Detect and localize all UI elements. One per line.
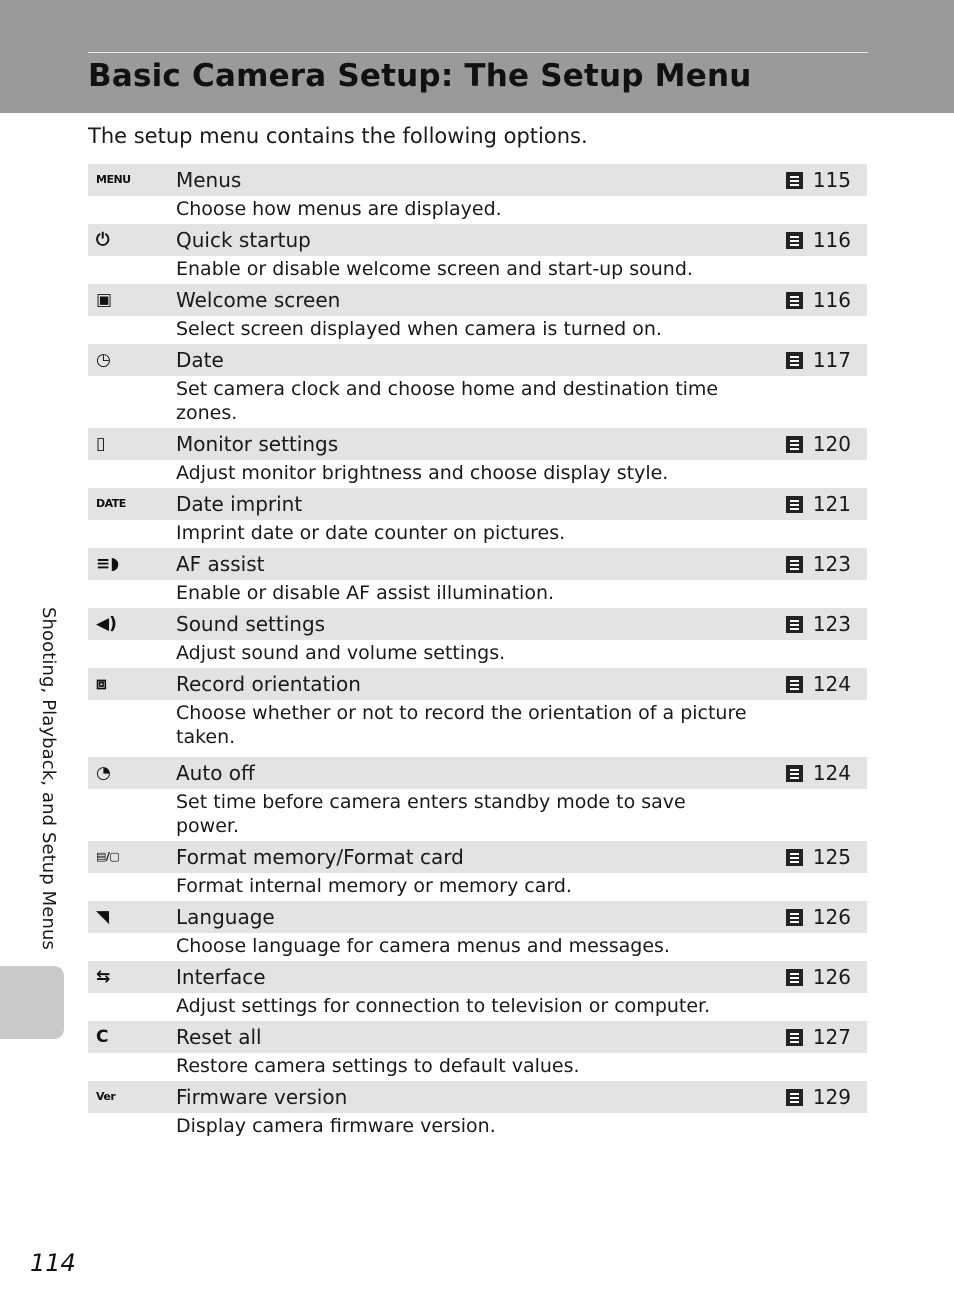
menu-item-icon: ⇆ bbox=[96, 967, 111, 987]
menu-item-page-number: 126 bbox=[812, 965, 851, 989]
menu-item-row bbox=[88, 608, 867, 640]
menu-item-page-ref bbox=[786, 668, 851, 700]
page-reference-icon bbox=[786, 849, 803, 866]
menu-item-description: Format internal memory or memory card. bbox=[176, 875, 572, 897]
page-number: 114 bbox=[30, 1249, 76, 1277]
page-reference-icon bbox=[786, 909, 803, 926]
menu-item-name: Monitor settings bbox=[176, 432, 339, 456]
menu-item-row bbox=[88, 1021, 867, 1053]
menu-item-description: Adjust monitor brightness and choose display style. bbox=[176, 462, 669, 484]
menu-item-name: Record orientation bbox=[176, 672, 361, 696]
menu-item-row bbox=[88, 344, 867, 376]
menu-item-row bbox=[88, 1081, 867, 1113]
menu-item-name: Sound settings bbox=[176, 612, 326, 636]
menu-item-icon: ▯ bbox=[96, 434, 106, 454]
page-reference-icon bbox=[786, 292, 803, 309]
menu-item-name: Date bbox=[176, 348, 224, 372]
side-label: Shooting, Playback, and Setup Menus bbox=[38, 607, 59, 950]
page-reference-icon bbox=[786, 1029, 803, 1046]
menu-item-row bbox=[88, 488, 867, 520]
menu-item-page-number: 123 bbox=[812, 552, 851, 576]
menu-item-page-number: 129 bbox=[812, 1085, 851, 1109]
menu-item-icon: DATE bbox=[96, 497, 126, 510]
menu-item-name: Date imprint bbox=[176, 492, 303, 516]
menu-item-page-ref bbox=[786, 548, 851, 580]
menu-item-page-ref bbox=[786, 488, 851, 520]
menu-item-page-number: 127 bbox=[812, 1025, 851, 1049]
menu-item-page-ref bbox=[786, 284, 851, 316]
menu-item-name: Interface bbox=[176, 965, 266, 989]
menu-item-name: Menus bbox=[176, 168, 242, 192]
menu-item-icon: Ver bbox=[96, 1090, 116, 1103]
side-label-container bbox=[38, 607, 60, 952]
menu-item-row bbox=[88, 668, 867, 700]
menu-item-page-number: 121 bbox=[812, 492, 851, 516]
menu-item-page-number: 116 bbox=[812, 288, 851, 312]
menu-item-description: Choose whether or not to record the orientation of a picture taken. bbox=[176, 702, 747, 748]
menu-item-page-ref bbox=[786, 164, 851, 196]
page-reference-icon bbox=[786, 232, 803, 249]
menu-item-name: Firmware version bbox=[176, 1085, 348, 1109]
menu-item-page-number: 120 bbox=[812, 432, 851, 456]
menu-item-page-number: 117 bbox=[812, 348, 851, 372]
menu-item-description: Enable or disable welcome screen and start-up sound. bbox=[176, 258, 693, 280]
page-reference-icon bbox=[786, 765, 803, 782]
setup-menu-table bbox=[88, 164, 867, 1141]
menu-item-page-ref bbox=[786, 608, 851, 640]
menu-item-description: Adjust settings for connection to television or computer. bbox=[176, 995, 711, 1017]
menu-item-name: Quick startup bbox=[176, 228, 311, 252]
menu-item-row bbox=[88, 164, 867, 196]
menu-item-name: Format memory/Format card bbox=[176, 845, 464, 869]
menu-item-page-number: 125 bbox=[812, 845, 851, 869]
menu-item-icon: C bbox=[96, 1027, 109, 1047]
menu-item-page-ref bbox=[786, 757, 851, 789]
menu-item-icon: ◀) bbox=[96, 614, 117, 634]
menu-item-icon: ⏻ bbox=[96, 230, 110, 250]
menu-item-page-ref bbox=[786, 1081, 851, 1113]
menu-item-name: Reset all bbox=[176, 1025, 262, 1049]
page-reference-icon bbox=[786, 616, 803, 633]
menu-item-row bbox=[88, 428, 867, 460]
menu-item-page-number: 124 bbox=[812, 761, 851, 785]
menu-item-row bbox=[88, 961, 867, 993]
menu-item-icon: ⧈ bbox=[96, 674, 107, 694]
menu-item-description: Display camera firmware version. bbox=[176, 1115, 496, 1137]
menu-item-page-ref bbox=[786, 344, 851, 376]
menu-item-description: Imprint date or date counter on pictures. bbox=[176, 522, 566, 544]
page-reference-icon bbox=[786, 969, 803, 986]
page-title: Basic Camera Setup: The Setup Menu bbox=[88, 58, 752, 94]
menu-item-page-ref bbox=[786, 1021, 851, 1053]
menu-item-page-ref bbox=[786, 901, 851, 933]
section-tab bbox=[0, 966, 64, 1039]
menu-item-description: Set time before camera enters standby mode to save power. bbox=[176, 791, 686, 837]
menu-item-page-ref bbox=[786, 841, 851, 873]
page-reference-icon bbox=[786, 496, 803, 513]
page-reference-icon bbox=[786, 676, 803, 693]
menu-item-description: Adjust sound and volume settings. bbox=[176, 642, 506, 664]
menu-item-row bbox=[88, 284, 867, 316]
menu-item-page-ref bbox=[786, 961, 851, 993]
menu-item-name: Welcome screen bbox=[176, 288, 341, 312]
menu-item-icon: ≡◗ bbox=[96, 554, 120, 574]
page-reference-icon bbox=[786, 436, 803, 453]
menu-item-page-ref bbox=[786, 428, 851, 460]
menu-item-page-number: 116 bbox=[812, 228, 851, 252]
menu-item-name: Language bbox=[176, 905, 275, 929]
menu-item-row bbox=[88, 224, 867, 256]
header-rule bbox=[88, 52, 868, 53]
menu-item-row bbox=[88, 548, 867, 580]
menu-item-name: AF assist bbox=[176, 552, 265, 576]
menu-item-row bbox=[88, 757, 867, 789]
menu-item-page-number: 126 bbox=[812, 905, 851, 929]
page-reference-icon bbox=[786, 556, 803, 573]
menu-item-page-number: 115 bbox=[812, 168, 851, 192]
intro-text: The setup menu contains the following options. bbox=[88, 124, 588, 148]
menu-item-page-number: 124 bbox=[812, 672, 851, 696]
menu-item-description: Enable or disable AF assist illumination. bbox=[176, 582, 555, 604]
header-band bbox=[0, 0, 954, 113]
menu-item-description: Restore camera settings to default values. bbox=[176, 1055, 580, 1077]
menu-item-icon: ▣ bbox=[96, 290, 113, 310]
menu-item-page-number: 123 bbox=[812, 612, 851, 636]
menu-item-row bbox=[88, 901, 867, 933]
menu-item-description: Set camera clock and choose home and destination time zones. bbox=[176, 378, 719, 424]
menu-item-icon: ◷ bbox=[96, 350, 111, 370]
menu-item-description: Select screen displayed when camera is turned on. bbox=[176, 318, 662, 340]
menu-item-icon: MENU bbox=[96, 173, 131, 186]
page-reference-icon bbox=[786, 352, 803, 369]
menu-item-icon: ▤/▢ bbox=[96, 850, 120, 863]
menu-item-description: Choose language for camera menus and messages. bbox=[176, 935, 670, 957]
menu-item-name: Auto off bbox=[176, 761, 255, 785]
page-reference-icon bbox=[786, 172, 803, 189]
menu-item-page-ref bbox=[786, 224, 851, 256]
menu-item-row bbox=[88, 841, 867, 873]
menu-item-description: Choose how menus are displayed. bbox=[176, 198, 502, 220]
menu-item-icon: ◔ bbox=[96, 763, 111, 783]
menu-item-icon: ◥ bbox=[96, 907, 110, 927]
page-reference-icon bbox=[786, 1089, 803, 1106]
